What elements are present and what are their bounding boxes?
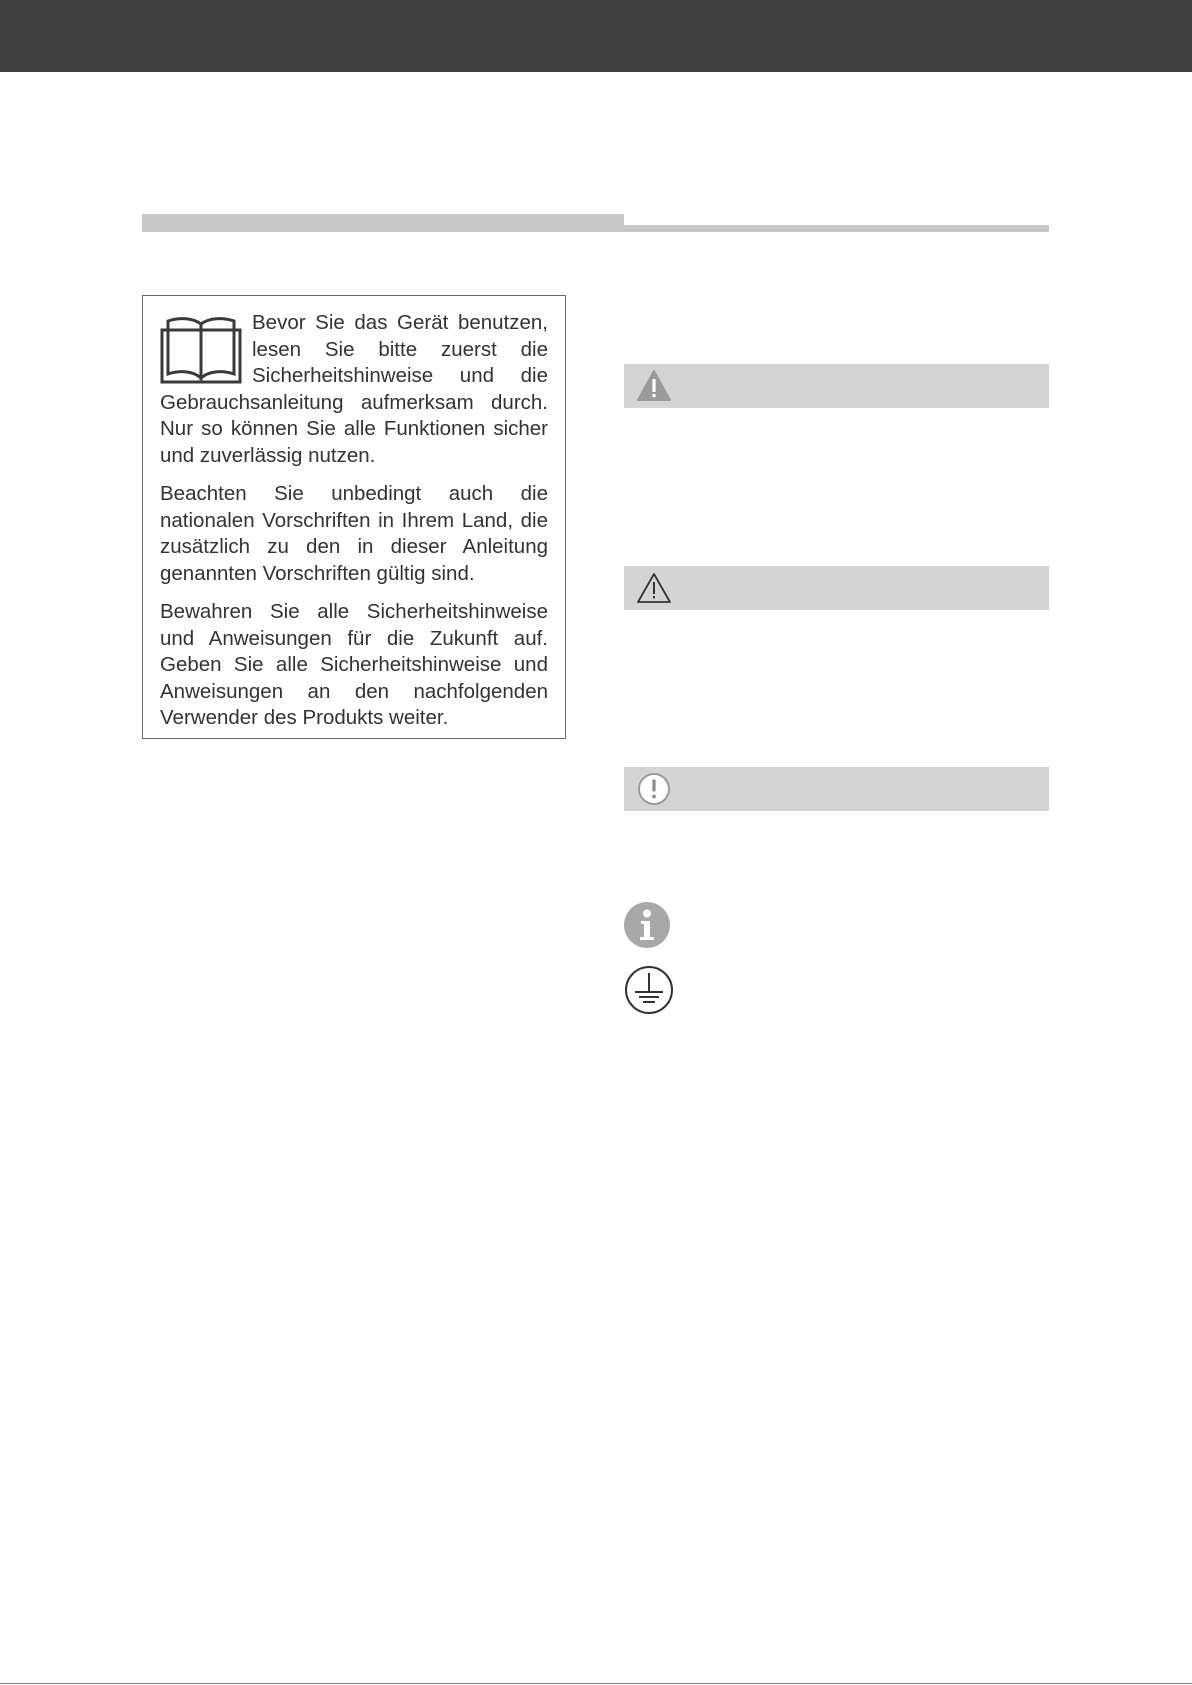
caution-signal-bar <box>624 566 1049 610</box>
notice-paragraph-3: Bewahren Sie alle Sicherheitshinweise und Anweisungen für die Zukunft auf. Geben Sie alle Sicherheitshinweise und Anweisungen an den nachfolgenden Verwender des Produkts weiter. <box>160 600 548 729</box>
manual-book-icon <box>160 312 242 384</box>
warning-filled-icon <box>636 369 672 403</box>
section-rule-thin <box>624 225 1049 232</box>
protective-earth-icon <box>624 965 674 1015</box>
warning-signal-bar <box>624 364 1049 408</box>
notice-paragraph-1: Bevor Sie das Gerät benutzen, lesen Sie bitte zuerst die Sicherheitshinweise und die Gebrauchsanleitung aufmerksam durch. Nur so können Sie alle Funktionen sicher und zuverlässig nutzen. <box>160 311 548 467</box>
page-bottom-line <box>0 1683 1192 1684</box>
section-rule-thick <box>142 214 624 232</box>
page-header-bar <box>0 0 1192 72</box>
notice-signal-bar <box>624 767 1049 811</box>
safety-notice-box <box>142 295 566 739</box>
warning-outline-icon <box>636 571 672 605</box>
notice-paragraph-2: Beachten Sie unbedingt auch die nationalen Vorschriften in Ihrem Land, die zusätzlich zu den in dieser Anleitung genannten Vorschriften gültig sind. <box>160 482 548 585</box>
info-icon <box>622 900 672 950</box>
attention-circle-icon <box>636 772 672 806</box>
